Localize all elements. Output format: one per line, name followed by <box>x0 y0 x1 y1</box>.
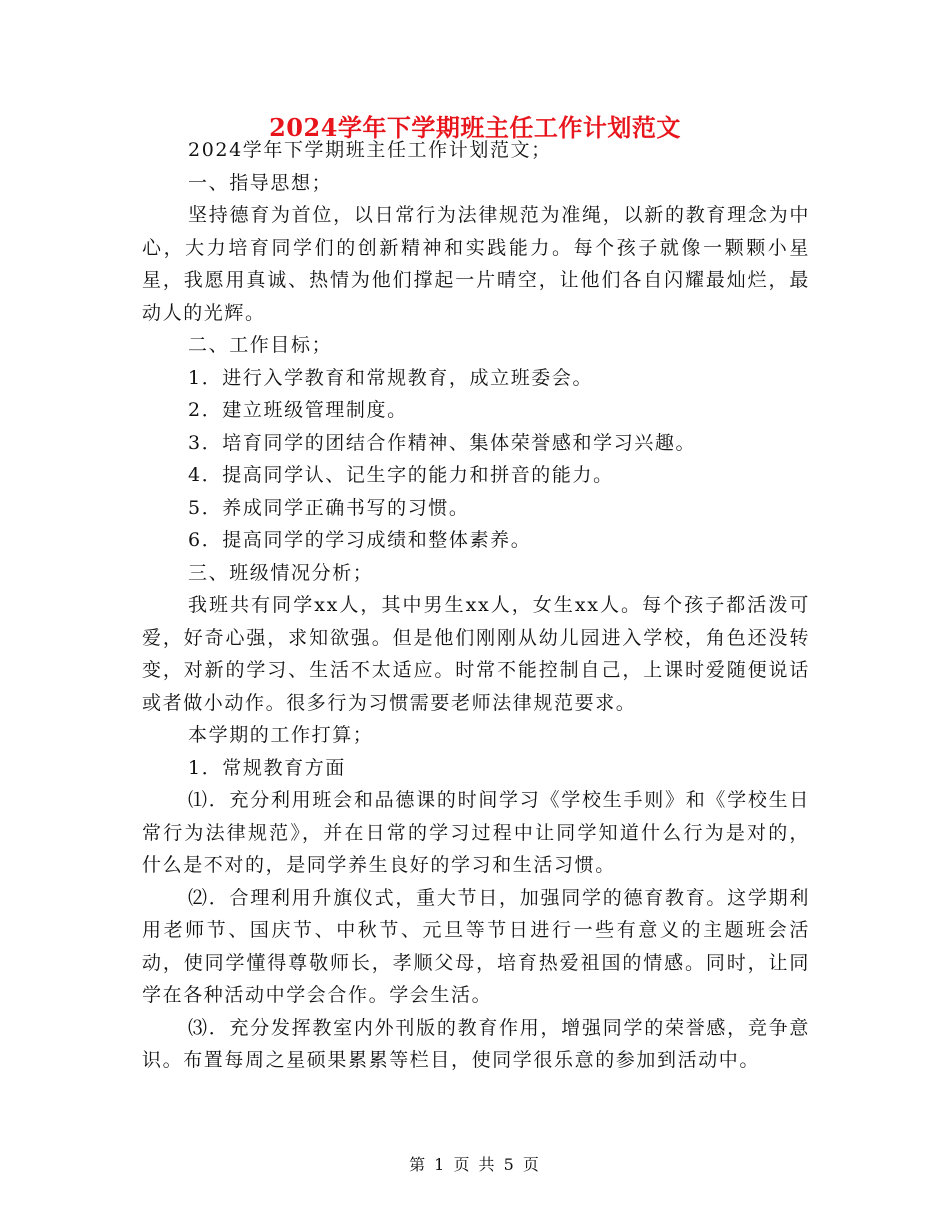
document-title: 2024学年下学期班主任工作计划范文 <box>269 113 681 142</box>
heading-work-goals: 二、工作目标； <box>188 334 333 356</box>
goal-item-3: 3．培育同学的团结合作精神、集体荣誉感和学习兴趣。 <box>188 431 697 454</box>
heading-semester-plan: 本学期的工作打算； <box>188 724 374 746</box>
plan-item-3: ⑶．充分发挥教室内外刊版的教育作用，增强同学的荣誉感，竞争意识。布置每周之星硕果累累等栏目，使同学很乐意的参加到活动中。 <box>142 1016 810 1071</box>
paragraph-class-analysis: 我班共有同学xx人，其中男生xx人，女生xx人。每个孩子都活泼可爱，好奇心强，求知欲强。但是他们刚刚从幼儿园进入学校，角色还没转变，对新的学习、生活不太适应。时常不能控制自己，上课时爱随便说话或者做小动作。很多行为习惯需要老师法律规范要求。 <box>142 594 810 714</box>
document-body <box>142 134 810 1077</box>
goal-item-2: 2．建立班级管理制度。 <box>188 399 408 421</box>
heading-guiding-thought: 一、指导思想； <box>188 171 333 194</box>
goal-item-1: 1．进行入学教育和常规教育，成立班委会。 <box>188 366 594 389</box>
page-number-footer: 第 1 页 共 5 页 <box>409 1155 541 1174</box>
paragraph-subtitle: 2024学年下学期班主任工作计划范文； <box>188 139 552 161</box>
plan-item-1: ⑴．充分利用班会和品德课的时间学习《学校生手则》和《学校生日常行为法律规范》，并在日常的学习过程中让同学知道什么行为是对的，什么是不对的，是同学养生良好的学习和生活习惯。 <box>142 789 810 876</box>
plan-item-2: ⑵．合理利用升旗仪式，重大节日，加强同学的德育教育。这学期利用老师节、国庆节、中秋节、元旦等节日进行一些有意义的主题班会活动，使同学懂得尊敬师长，孝顺父母，培育热爱祖国的情感。同时，让同学在各种活动中学会合作。学会生活。 <box>142 886 810 1006</box>
heading-class-analysis: 三、班级情况分析； <box>188 561 374 584</box>
subheading-routine-education: 1．常规教育方面 <box>188 756 346 779</box>
goal-item-5: 5．养成同学正确书写的习惯。 <box>188 496 470 519</box>
goal-item-4: 4．提高同学认、记生字的能力和拼音的能力。 <box>188 464 614 486</box>
goal-item-6: 6．提高同学的学习成绩和整体素养。 <box>188 529 532 551</box>
paragraph-guiding-thought: 坚持德育为首位，以日常行为法律规范为准绳，以新的教育理念为中心，大力培育同学们的创新精神和实践能力。每个孩子就像一颗颗小星星，我愿用真诚、热情为他们撑起一片晴空，让他们各自闪耀最灿烂，最动人的光辉。 <box>142 204 810 324</box>
